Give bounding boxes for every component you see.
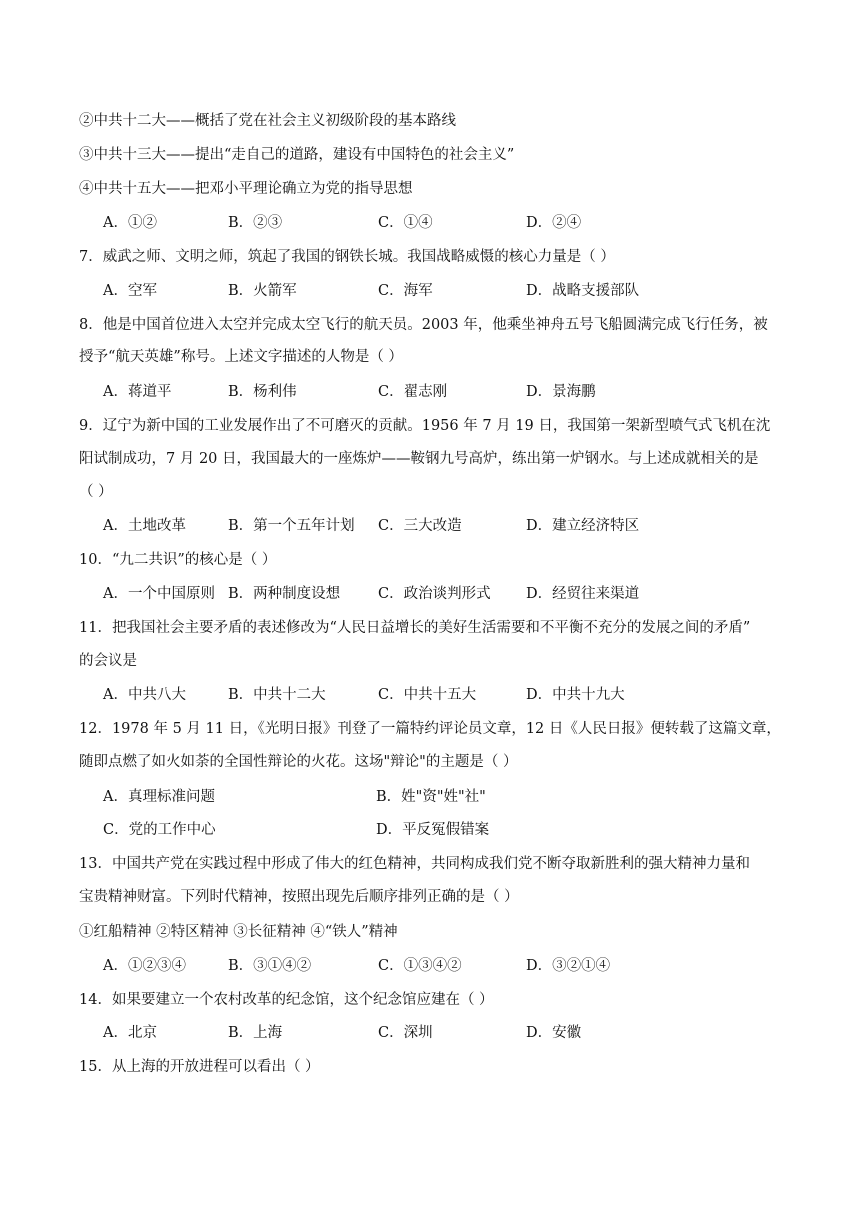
q12-option-c[interactable]: C．党的工作中心 [103,822,216,838]
q12-option-d[interactable]: D．平反冤假错案 [376,822,490,838]
q9-option-c[interactable]: C．三大改造 [378,518,462,534]
q11-stem-line-2: 的会议是 [79,653,137,669]
q10-option-a[interactable]: A．一个中国原则 [103,586,215,602]
q10-option-d[interactable]: D．经贸往来渠道 [526,586,640,602]
q14-option-a[interactable]: A．北京 [103,1025,157,1041]
q6-statement-3: ③中共十三大——提出“走自己的道路，建设有中国特色的社会主义” [79,147,515,163]
q6-option-d[interactable]: D．②④ [526,215,582,231]
q6-option-b[interactable]: B．②③ [228,215,283,231]
q13-items: ①红船精神 ②特区精神 ③长征精神 ④“铁人”精神 [79,924,398,940]
q12-option-b[interactable]: B．姓"资"姓"社" [376,789,486,805]
q13-option-b[interactable]: B．③①④② [228,958,312,974]
q13-option-d[interactable]: D．③②①④ [526,958,611,974]
q9-stem-line-1: 9．辽宁为新中国的工业发展作出了不可磨灭的贡献。1956 年 7 月 19 日，我国第一架新型喷气式飞机在沈 [79,418,771,434]
q9-option-d[interactable]: D．建立经济特区 [526,518,640,534]
q14-option-c[interactable]: C．深圳 [378,1025,433,1041]
q13-stem-line-1: 13．中国共产党在实践过程中形成了伟大的红色精神，共同构成我们党不断夺取新胜利的强大精神力量和 [79,856,750,872]
q15-stem: 15．从上海的开放进程可以看出（ ） [79,1059,320,1075]
q6-option-c[interactable]: C．①④ [378,215,433,231]
q13-option-c[interactable]: C．①③④② [378,958,462,974]
q14-stem: 14．如果要建立一个农村改革的纪念馆，这个纪念馆应建在（ ） [79,992,494,1008]
q11-option-b[interactable]: B．中共十二大 [228,687,326,703]
q9-option-b[interactable]: B．第一个五年计划 [228,518,355,534]
q7-stem: 7．威武之师、文明之师，筑起了我国的钢铁长城。我国战略威慑的核心力量是（ ） [79,249,615,265]
q12-stem-line-2: 随即点燃了如火如荼的全国性辩论的火花。这场"辩论"的主题是（ ） [79,754,518,770]
q8-stem-line-1: 8．他是中国首位进入太空并完成太空飞行的航天员。2003 年，他乘坐神舟五号飞船圆满完成飞行任务，被 [79,317,768,333]
q8-stem-line-2: 授予“航天英雄”称号。上述文字描述的人物是（ ） [79,349,403,365]
q6-option-a[interactable]: A．①② [103,215,157,231]
q6-statement-2: ②中共十二大——概括了党在社会主义初级阶段的基本路线 [79,113,456,129]
q13-option-a[interactable]: A．①②③④ [103,958,186,974]
q7-option-d[interactable]: D．战略支援部队 [526,283,640,299]
q8-option-c[interactable]: C．翟志刚 [378,384,448,400]
q8-option-b[interactable]: B．杨利伟 [228,384,297,400]
q14-option-b[interactable]: B．上海 [228,1025,283,1041]
q12-option-a[interactable]: A．真理标准问题 [103,789,215,805]
q9-stem-line-2: 阳试制成功，7 月 20 日，我国最大的一座炼炉——鞍钢九号高炉，练出第一炉钢水。与上述成就相关的是 [79,451,759,467]
q6-statement-4: ④中共十五大——把邓小平理论确立为党的指导思想 [79,181,413,197]
q7-option-c[interactable]: C．海军 [378,283,433,299]
q9-stem-line-3: （ ） [79,484,113,500]
q9-option-a[interactable]: A．土地改革 [103,518,186,534]
q8-option-d[interactable]: D．景海鹏 [526,384,596,400]
q14-option-d[interactable]: D．安徽 [526,1025,582,1041]
q11-option-d[interactable]: D．中共十九大 [526,687,625,703]
q12-stem-line-1: 12．1978 年 5 月 11 日，《光明日报》刊登了一篇特约评论员文章，12 日《人民日报》便转载了这篇文章， [79,721,781,737]
q13-stem-line-2: 宝贵精神财富。下列时代精神，按照出现先后顺序排列正确的是（ ） [79,889,519,905]
q8-option-a[interactable]: A．蒋道平 [103,384,172,400]
q7-option-b[interactable]: B．火箭军 [228,283,297,299]
q11-option-a[interactable]: A．中共八大 [103,687,186,703]
q10-stem: 10．“九二共识”的核心是（ ） [79,552,277,568]
q10-option-b[interactable]: B．两种制度设想 [228,586,341,602]
q7-option-a[interactable]: A．空军 [103,283,157,299]
q11-stem-line-1: 11．把我国社会主要矛盾的表述修改为“人民日益增长的美好生活需要和不平衡不充分的发展之间的矛盾” [79,620,751,636]
q11-option-c[interactable]: C．中共十五大 [378,687,477,703]
q10-option-c[interactable]: C．政治谈判形式 [378,586,491,602]
